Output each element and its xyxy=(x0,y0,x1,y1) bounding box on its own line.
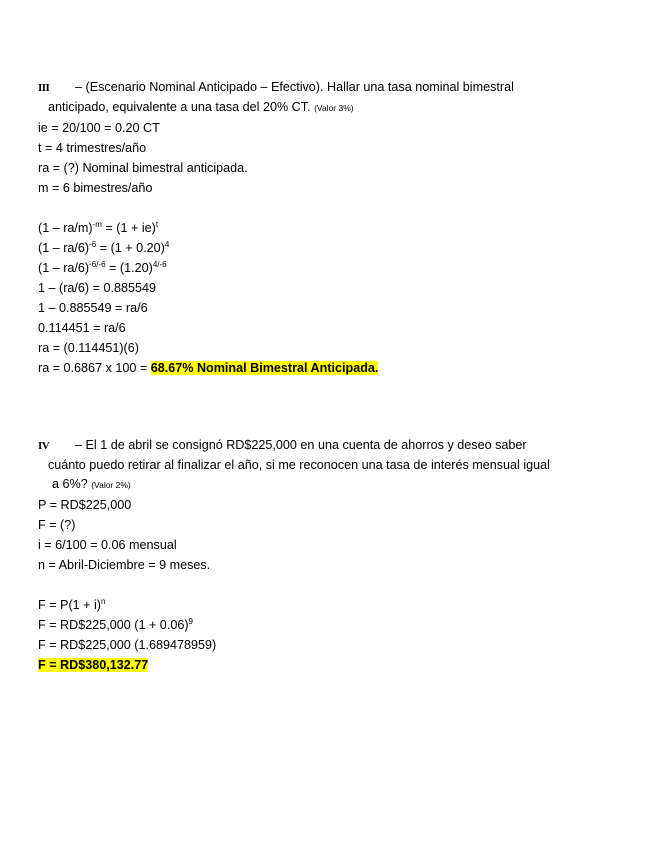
result-line xyxy=(38,655,618,675)
data-line: n = Abril-Diciembre = 9 meses. xyxy=(38,558,211,572)
result-highlight: 68.67% Nominal Bimestral Anticipada. xyxy=(150,361,379,375)
spacer xyxy=(38,575,618,595)
data-line: ra = (?) Nominal bimestral anticipada. xyxy=(38,161,248,175)
data-line: F = (?) xyxy=(38,518,76,532)
section-iv xyxy=(38,436,618,675)
section-iii-heading-line1: – (Escenario Nominal Anticipado – Efectivo). Hallar una tasa nominal bimestral xyxy=(75,80,514,94)
formula-line: $(1 - ra/6)^{-6} = (1 + 0.20)^4$ xyxy=(38,240,170,255)
section-iii xyxy=(38,78,618,378)
formula-line: $F = P(1 + i)^n$ xyxy=(38,597,106,612)
data-line: i = 6/100 = 0.06 mensual xyxy=(38,538,177,552)
calc-line: ra = (0.114451)(6) xyxy=(38,341,139,355)
section-iv-value-note: (Valor 2%) xyxy=(91,480,131,490)
section-iv-heading xyxy=(38,436,618,456)
formula-line: $(1 - ra/6)^{-6/-6} = (1.20)^{4/-6}$ xyxy=(38,260,167,275)
section-iv-number: IV xyxy=(38,440,50,452)
data-line: m = 6 bimestres/año xyxy=(38,181,153,195)
data-line: P = RD$225,000 xyxy=(38,498,132,512)
calc-line: 0.114451 = ra/6 xyxy=(38,321,126,335)
data-line: ie = 20/100 = 0.20 CT xyxy=(38,121,160,135)
formula-line: F = RD$225,000 $(1 + 0.06)^9$ xyxy=(38,617,193,632)
spacer xyxy=(38,198,618,218)
section-iii-heading xyxy=(38,78,618,98)
section-iv-heading-line2: cuánto puedo retirar al finalizar el año, si me reconocen una tasa de interés mensual igual xyxy=(48,458,550,472)
calc-line: 1 – (ra/6) = 0.885549 xyxy=(38,281,156,295)
result-highlight: F = RD$380,132.77 xyxy=(38,658,149,672)
section-iii-heading-line2: anticipado, equivalente a una tasa del 20% CT. (Valor 3%) xyxy=(48,100,354,114)
section-iii-value-note: (Valor 3%) xyxy=(314,103,354,113)
calc-line: 1 – 0.885549 = ra/6 xyxy=(38,301,148,315)
formula-line: (1 – ra/m)$^{-m}$ = (1 + ie)$^t$ xyxy=(38,220,159,235)
section-iv-heading-line1: – El 1 de abril se consignó RD$225,000 en una cuenta de ahorros y deseo saber xyxy=(75,438,527,452)
formula-line: F = RD$225,000 (1.689478959) xyxy=(38,638,217,652)
section-iii-number: III xyxy=(38,82,50,94)
section-iv-heading-line3: a 6%? (Valor 2%) xyxy=(52,477,131,491)
data-line: t = 4 trimestres/año xyxy=(38,141,147,155)
result-line: ra = 0.6867 x 100 = 68.67% Nominal Bimestral Anticipada. xyxy=(38,361,379,375)
